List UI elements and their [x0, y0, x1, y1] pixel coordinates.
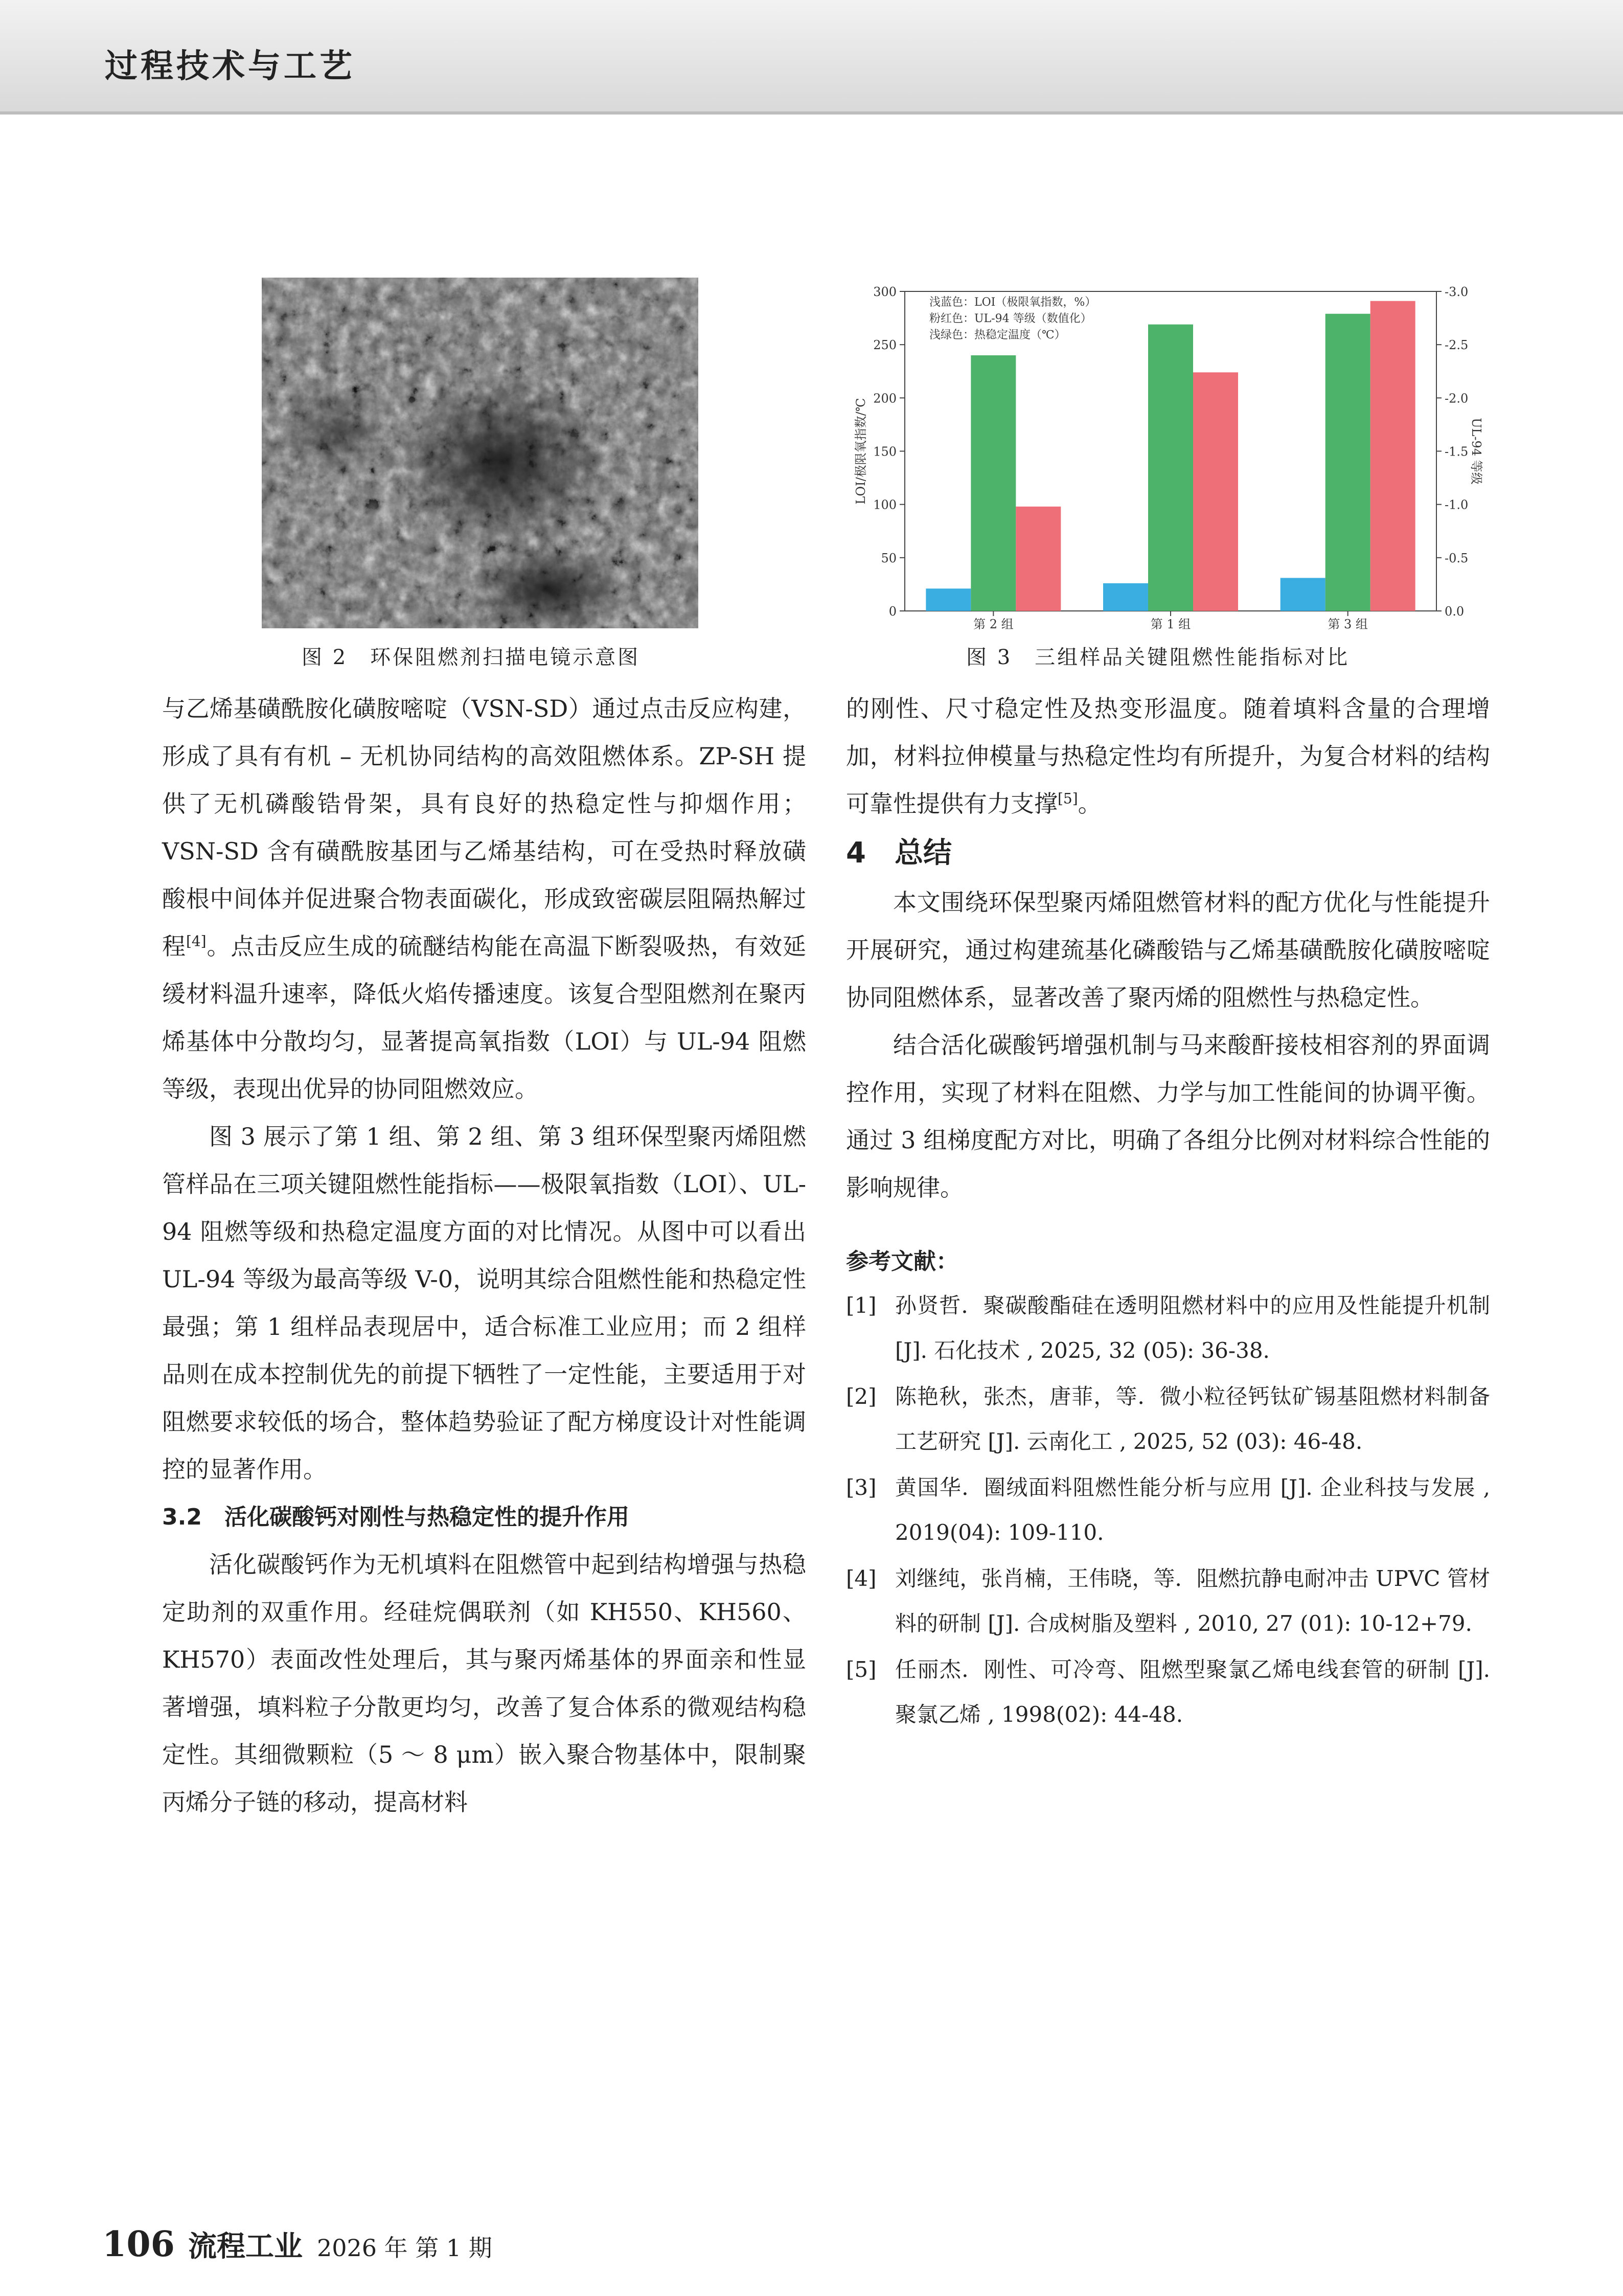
paragraph: 图 3 展示了第 1 组、第 2 组、第 3 组环保型聚丙烯阻燃管样品在三项关键阻燃性能指标——极限氧指数（LOI）、UL-94 阻燃等级和热稳定温度方面的对比情况。从图中可以看出 UL-94 等级为最高等级 V-0，说明其综合阻燃性能和热稳定性最强；第 1 组样品表现居中，适合标准工业应用；而 2 组样品则在成本控制优先的前提下牺牲了一定性能，主要适用于对阻燃要求较低的场合，整体趋势验证了配方梯度设计对性能调控的显著作用。 [162, 1123, 806, 1483]
paragraph: 结合活化碳酸钙增强机制与马来酸酐接枝相容剂的界面调控作用，实现了材料在阻燃、力学与加工性能间的协调平衡。通过 3 组梯度配方对比，明确了各组分比例对材料综合性能的影响规律。 [846, 1031, 1490, 1201]
paragraph: 本文围绕环保型聚丙烯阻燃管材料的配方优化与性能提升开展研究，通过构建巯基化磷酸锆与乙烯基磺酰胺化磺胺嘧啶协同阻燃体系，显著改善了聚丙烯的阻燃性与热稳定性。 [846, 889, 1490, 1011]
bar-ul94 [1016, 507, 1061, 611]
paragraph: 与乙烯基磺酰胺化磺胺嘧啶（VSN-SD）通过点击反应构建，形成了具有有机 – 无机协同结构的高效阻燃体系。ZP-SH 提供了无机磷酸锆骨架，具有良好的热稳定性与抑烟作用；VSN-SD 含有磺酰胺基团与乙烯基结构，可在受热时释放磺酸根中间体并促进聚合物表面碳化，形成致密碳层阻隔热解过程[4]。点击反应生成的硫醚结构能在高温下断裂吸热，有效延缓材料温升速率，降低火焰传播速度。该复合型阻燃剂在聚丙烯基体中分散均匀，显著提高氧指数（LOI）与 UL-94 阻燃等级，表现出优异的协同阻燃效应。 [162, 695, 807, 1103]
figure3-chart [838, 276, 1513, 634]
bar-loi [1281, 578, 1325, 611]
journal-name: 流程工业 [188, 2230, 303, 2263]
references-heading: 参考文献： [846, 1248, 958, 1275]
x-tick-label: 第 3 组 [1328, 617, 1368, 631]
y-tick-label: 50 [881, 551, 897, 565]
citation: [5] [1058, 790, 1078, 807]
y2-tick-label: -2.5 [1445, 338, 1469, 353]
paragraph: 活化碳酸钙作为无机填料在阻燃管中起到结构增强与热稳定助剂的双重作用。经硅烷偶联剂（如 KH550、KH560、KH570）表面改性处理后，其与聚丙烯基体的界面亲和性显著增强，填料粒子分散更均匀，改善了复合体系的微观结构稳定性。其细微颗粒（5 ～ 8 μm）嵌入聚合物基体中，限制聚丙烯分子链的移动，提高材料 [162, 1551, 806, 1816]
legend-entry: 粉红色：UL-94 等级（数值化） [929, 312, 1092, 325]
section-title: 过程技术与工艺 [105, 48, 355, 85]
sem-image [262, 278, 698, 628]
y2-tick-label: 0.0 [1445, 604, 1465, 619]
reference-item: [1] 孙贤哲．聚碳酸酯硅在透明阻燃材料中的应用及性能提升机制 [J]. 石化技术 , 2025, 32 (05): 36-38. [846, 1293, 1490, 1363]
page-number: 106 [102, 2224, 175, 2265]
legend-entry: 浅绿色：热稳定温度（℃） [929, 329, 1066, 342]
right-column [846, 685, 1490, 1737]
subsection-heading: 3.2 活化碳酸钙对刚性与热稳定性的提升作用 [162, 1504, 629, 1530]
y-tick-label: 250 [873, 338, 897, 353]
bar-loi [926, 588, 971, 611]
paragraph: 的刚性、尺寸稳定性及热变形温度。随着填料含量的合理增加，材料拉伸模量与热稳定性均有所提升，为复合材料的结构可靠性提供有力支撑[5]。 [846, 695, 1490, 817]
y2-axis-label: UL-94 等级 [1469, 418, 1483, 485]
bar-loi [1103, 583, 1148, 611]
page-footer [102, 2224, 492, 2265]
figure3-caption: 图 3 三组样品关键阻燃性能指标对比 [966, 646, 1350, 669]
y-axis-label: LOI/极限氧指数/℃ [854, 398, 868, 505]
issue-info: 2026 年 第 1 期 [316, 2234, 492, 2262]
y-tick-label: 200 [873, 391, 897, 406]
bar-chart [838, 276, 1513, 634]
y2-tick-label: -2.0 [1445, 391, 1469, 406]
reference-item: [4] 刘继纯，张肖楠，王伟晓，等．阻燃抗静电耐冲击 UPVC 管材料的研制 [J]. 合成树脂及塑料 , 2010, 27 (01): 10-12+79. [846, 1566, 1490, 1636]
bar-ul94 [1370, 301, 1415, 611]
figure2-caption: 图 2 环保阻燃剂扫描电镜示意图 [302, 646, 641, 669]
reference-item: [2] 陈艳秋，张杰，唐菲，等．微小粒径钙钛矿锡基阻燃材料制备工艺研究 [J]. 云南化工 , 2025, 52 (03): 46-48. [846, 1384, 1490, 1454]
x-tick-label: 第 2 组 [973, 617, 1014, 631]
bar-ul94 [1193, 372, 1238, 611]
citation: [4] [186, 933, 207, 950]
x-tick-label: 第 1 组 [1150, 617, 1191, 631]
y2-tick-label: -0.5 [1445, 551, 1469, 565]
reference-item: [3] 黄国华．圈绒面料阻燃性能分析与应用 [J]. 企业科技与发展 , 2019(04): 109-110. [846, 1475, 1490, 1545]
y-tick-label: 100 [873, 497, 897, 512]
reference-item: [5] 任丽杰．刚性、可冷弯、阻燃型聚氯乙烯电线套管的研制 [J]. 聚氯乙烯 , 1998(02): 44-48. [846, 1657, 1490, 1727]
y2-tick-label: -1.0 [1445, 497, 1469, 512]
y-tick-label: 0 [888, 604, 897, 619]
page-header [0, 0, 1623, 115]
section-heading: 4 总结 [846, 836, 952, 870]
y-tick-label: 150 [873, 444, 897, 459]
y2-tick-label: -1.5 [1445, 444, 1469, 459]
y-tick-label: 300 [873, 285, 897, 299]
bar-thermal [971, 355, 1016, 611]
legend-entry: 浅蓝色：LOI（极限氧指数，%） [929, 296, 1096, 309]
bar-thermal [1148, 325, 1193, 611]
left-column [162, 685, 806, 1826]
y2-tick-label: -3.0 [1445, 285, 1469, 299]
bar-thermal [1325, 314, 1370, 611]
